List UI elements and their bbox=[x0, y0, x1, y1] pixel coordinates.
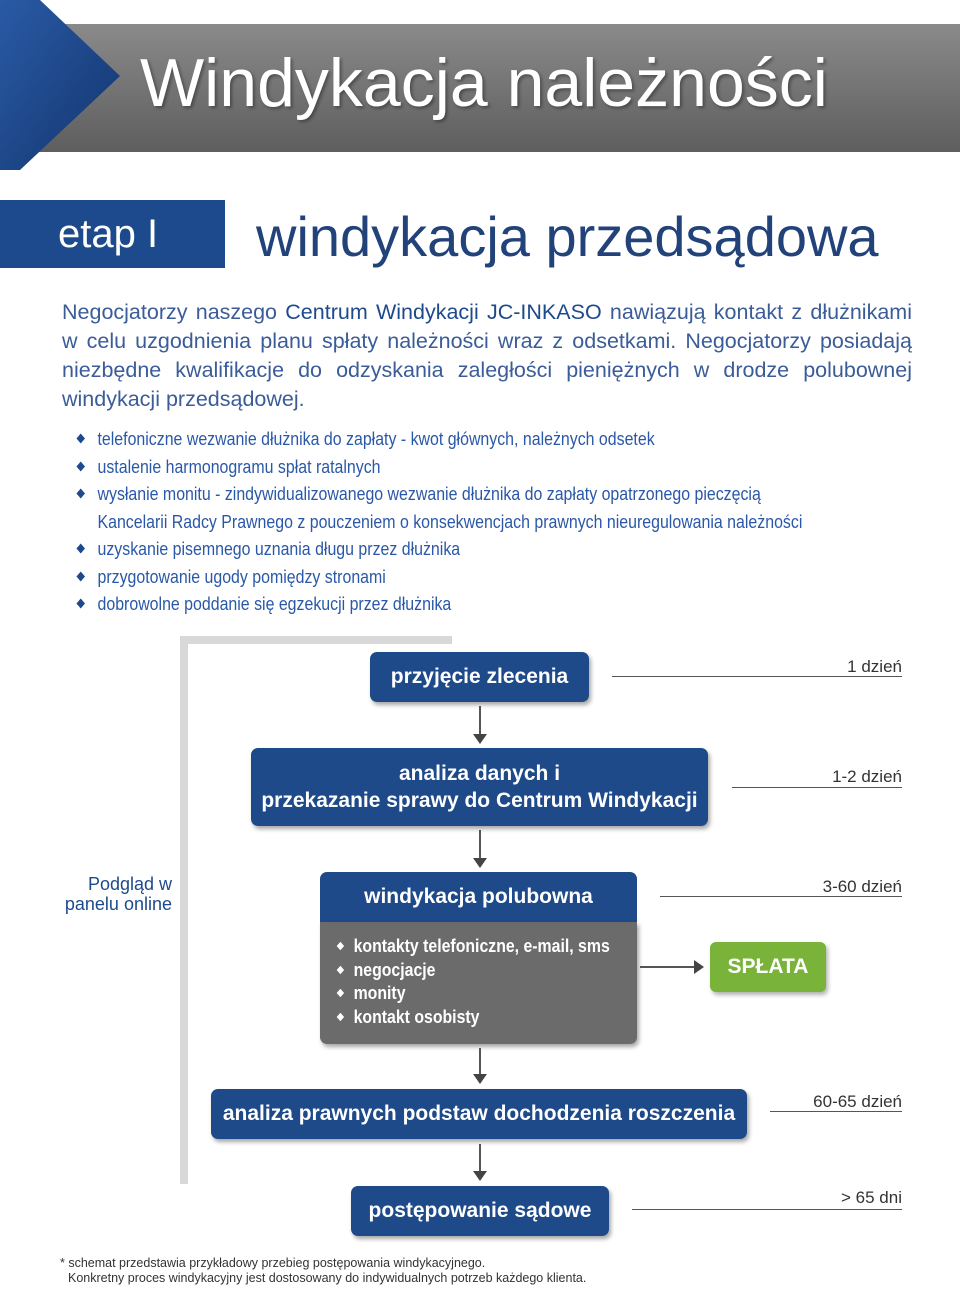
diamond-bullet-icon bbox=[76, 489, 85, 499]
duration-label: 3-60 dzień bbox=[822, 877, 902, 896]
diamond-bullet-icon bbox=[337, 1012, 344, 1020]
list-item-text: kontakty telefoniczne, e-mail, sms bbox=[353, 936, 610, 956]
online-preview-note bbox=[40, 874, 172, 914]
activity-list bbox=[76, 425, 936, 618]
step-legal-analysis-box: analiza prawnych podstaw dochodzenia roszczenia bbox=[211, 1089, 747, 1139]
list-item-text: telefoniczne wezwanie dłużnika do zapłaty - kwot głównych, należnych odsetek bbox=[97, 428, 655, 449]
step-amicable-box: windykacja polubowna bbox=[320, 872, 637, 922]
arrow-down-icon bbox=[473, 1171, 487, 1181]
intro-brand: Centrum Windykacji JC-INKASO bbox=[285, 300, 602, 324]
arrow-down-icon bbox=[473, 1074, 487, 1084]
page-title: Windykacja należności bbox=[140, 45, 828, 121]
diamond-bullet-icon bbox=[337, 942, 344, 950]
footnote bbox=[60, 1256, 586, 1286]
list-item-continuation bbox=[76, 508, 816, 536]
list-item bbox=[336, 959, 610, 983]
stage-title: windykacja przedsądowa bbox=[256, 205, 879, 268]
list-item-text: uzyskanie pisemnego uznania długu przez dłużnika bbox=[97, 538, 461, 559]
list-item bbox=[76, 590, 816, 618]
bracket-top-line bbox=[180, 636, 452, 644]
list-item-text: przygotowanie ugody pomiędzy stronami bbox=[97, 565, 386, 587]
preview-line1: Podgląd w bbox=[87, 874, 172, 894]
arrow-down-icon bbox=[473, 858, 487, 868]
preview-line2: panelu online bbox=[64, 894, 172, 914]
step-analysis-box bbox=[251, 748, 708, 826]
arrow-shaft bbox=[479, 1048, 481, 1076]
list-item bbox=[76, 425, 816, 453]
list-item-text: Kancelarii Radcy Prawnego z pouczeniem o konsekwencjach prawnych nieuregulowania należności bbox=[97, 510, 803, 532]
stage-label: etap I bbox=[58, 212, 159, 256]
step-intake-box: przyjęcie zlecenia bbox=[370, 652, 589, 702]
list-item-text: wysłanie monitu - zindywidualizowanego wezwanie dłużnika do zapłaty opatrzonego pieczęcią bbox=[97, 483, 761, 504]
step-analysis-line1: analiza danych i bbox=[398, 762, 561, 785]
list-item bbox=[336, 982, 610, 1006]
intro-paragraph bbox=[62, 298, 912, 414]
list-item-text: kontakt osobisty bbox=[353, 1006, 480, 1027]
step-court-box: postępowanie sądowe bbox=[351, 1186, 609, 1236]
intro-text-1: Negocjatorzy naszego bbox=[62, 300, 286, 324]
arrow-right-icon bbox=[694, 960, 704, 974]
step-analysis-line2: przekazanie sprawy do Centrum Windykacji bbox=[261, 789, 698, 812]
arrow-shaft bbox=[640, 966, 696, 968]
list-item bbox=[76, 453, 816, 481]
arrow-shaft bbox=[479, 1144, 481, 1173]
list-item-text: negocjacje bbox=[353, 959, 436, 980]
list-item bbox=[76, 480, 816, 508]
diamond-bullet-icon bbox=[76, 544, 85, 554]
arrow-shaft bbox=[479, 830, 481, 860]
arrow-shaft bbox=[479, 706, 481, 736]
diamond-bullet-icon bbox=[337, 989, 344, 997]
diamond-bullet-icon bbox=[76, 599, 85, 609]
diamond-bullet-icon bbox=[76, 461, 85, 471]
list-item-text: dobrowolne poddanie się egzekucji przez dłużnika bbox=[97, 593, 452, 614]
amicable-methods-list bbox=[336, 935, 647, 1029]
outcome-repayment-box: SPŁATA bbox=[710, 942, 826, 992]
diamond-bullet-icon bbox=[76, 434, 85, 444]
list-item bbox=[336, 1006, 610, 1030]
bracket-left-line bbox=[180, 636, 188, 1184]
footnote-line2: Konkretny proces windykacyjny jest dostosowany do indywidualnych potrzeb każdego klienta. bbox=[68, 1271, 587, 1285]
arrow-down-icon bbox=[473, 734, 487, 744]
intro-text-2: nawiązują kontakt z dłużnikami w celu uzgodnienia planu spłaty należności wraz z odsetkami. Negocjatorzy posiadają niezbędne kwalifikacje do odzyskania zaległości pieniężnych w drodze polubownej windykacji przedsądowej. bbox=[62, 300, 912, 411]
list-item bbox=[76, 563, 816, 591]
list-item bbox=[336, 935, 610, 959]
duration-label: 1 dzień bbox=[847, 657, 902, 676]
footnote-line1: * schemat przedstawia przykładowy przebieg postępowania windykacyjnego. bbox=[60, 1256, 486, 1270]
diamond-bullet-icon bbox=[337, 965, 344, 973]
list-item-text: monity bbox=[353, 983, 406, 1003]
duration-label: > 65 dni bbox=[841, 1188, 902, 1207]
duration-label: 60-65 dzień bbox=[813, 1092, 902, 1111]
duration-label: 1-2 dzień bbox=[832, 767, 902, 786]
diamond-bullet-icon bbox=[76, 571, 85, 581]
list-item bbox=[76, 535, 816, 563]
list-item-text: ustalenie harmonogramu spłat ratalnych bbox=[97, 455, 381, 477]
